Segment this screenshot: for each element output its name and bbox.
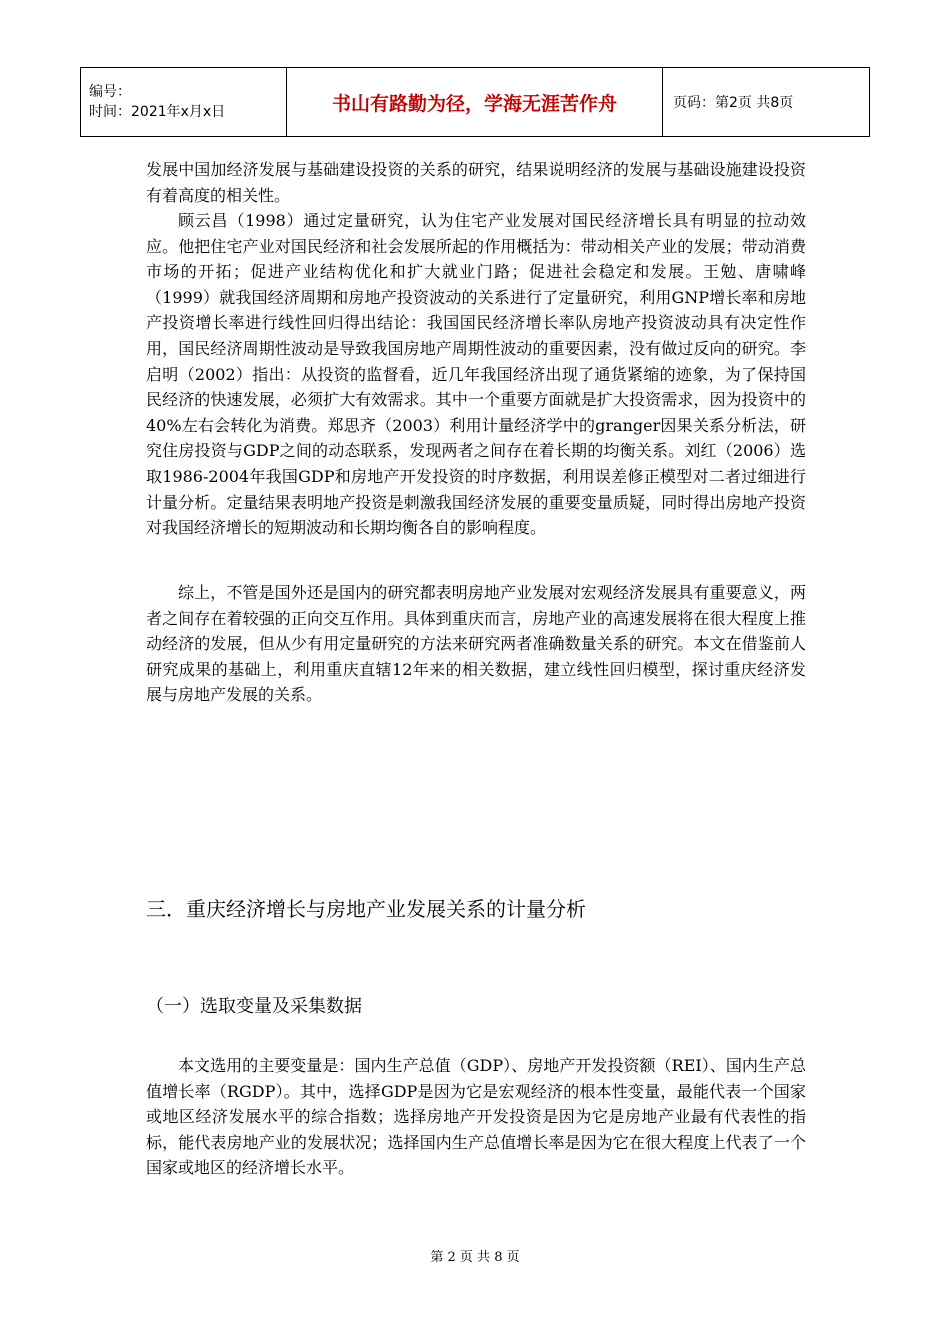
page-footer: 第 2 页 共 8 页	[430, 1250, 520, 1265]
paragraph-2: 顾云昌（1998）通过定量研究，认为住宅产业发展对国民经济增长具有明显的拉动效应。他把住宅产业对国民经济和社会发展所起的作用概括为：带动相关产业的发展；带动消费市场的开拓；促进产业结构优化和扩大就业门路；促进社会稳定和发展。王勉、唐啸峰（1999）就我国经济周期和房地产投资波动的关系进行了定量研究，利用GNP增长率和房地产投资增长率进行线性回归得出结论：我国国民经济增长率队房地产投资波动具有决定性作用，国民经济周期性波动是导致我国房地产周期性波动的重要因素，没有做过反向的研究。李启明（2002）指出：从投资的监督看，近几年我国经济出现了通货紧缩的迹象，为了保持国民经济的快速发展，必须扩大有效需求。其中一个重要方面就是扩大投资需求，因为投资中的40%左右会转化为消费。郑思齐（2003）利用计量经济学中的granger因果关系分析法，研究住房投资与GDP之间的动态联系，发现两者之间存在着长期的均衡关系。刘红（2006）选取1986-2004年我国GDP和房地产开发投资的时序数据，利用误差修正模型对二者过细进行计量分析。定量结果表明地产投资是刺激我国经济发展的重要变量质疑，同时得出房地产投资对我国经济增长的短期波动和长期均衡各自的影响程度。	[146, 211, 806, 538]
subsection-heading: （一）选取变量及采集数据	[146, 996, 362, 1017]
paragraph-3: 综上，不管是国外还是国内的研究都表明房地产业发展对宏观经济发展具有重要意义，两者之间存在着较强的正向交互作用。具体到重庆而言，房地产业的高速发展将在很大程度上推动经济的发展，但从少有用定量研究的方法来研究两者准确数量关系的研究。本文在借鉴前人研究成果的基础上，利用重庆直辖12年来的相关数据，建立线性回归模型，探讨重庆经济发展与房地产发展的关系。	[146, 583, 806, 705]
paragraph-1: 发展中国加经济发展与基础建设投资的关系的研究，结果说明经济的发展与基础设施建设投资有着高度的相关性。	[146, 160, 806, 205]
header-motto: 书山有路勤为径，学海无涯苦作舟	[287, 68, 663, 137]
number-label: 编号：	[89, 84, 131, 100]
document-header	[80, 67, 870, 137]
paragraph-4: 本文选用的主要变量是：国内生产总值（GDP）、房地产开发投资额（REI）、国内生产总值增长率（RGDP）。其中，选择GDP是因为它是宏观经济的根本性变量，最能代表一个国家或地区经济发展水平的综合指数；选择房地产开发投资是因为它是房地产业最有代表性的指标，能代表房地产业的发展状况；选择国内生产总值增长率是因为它在很大程度上代表了一个国家或地区的经济增长水平。	[146, 1056, 806, 1178]
header-meta	[81, 68, 287, 137]
section-heading: 三．重庆经济增长与房地产业发展关系的计量分析	[146, 897, 586, 921]
time-label: 时间：2021年x月x日	[89, 104, 226, 120]
header-page-info: 页码：第2页 共8页	[663, 68, 870, 137]
